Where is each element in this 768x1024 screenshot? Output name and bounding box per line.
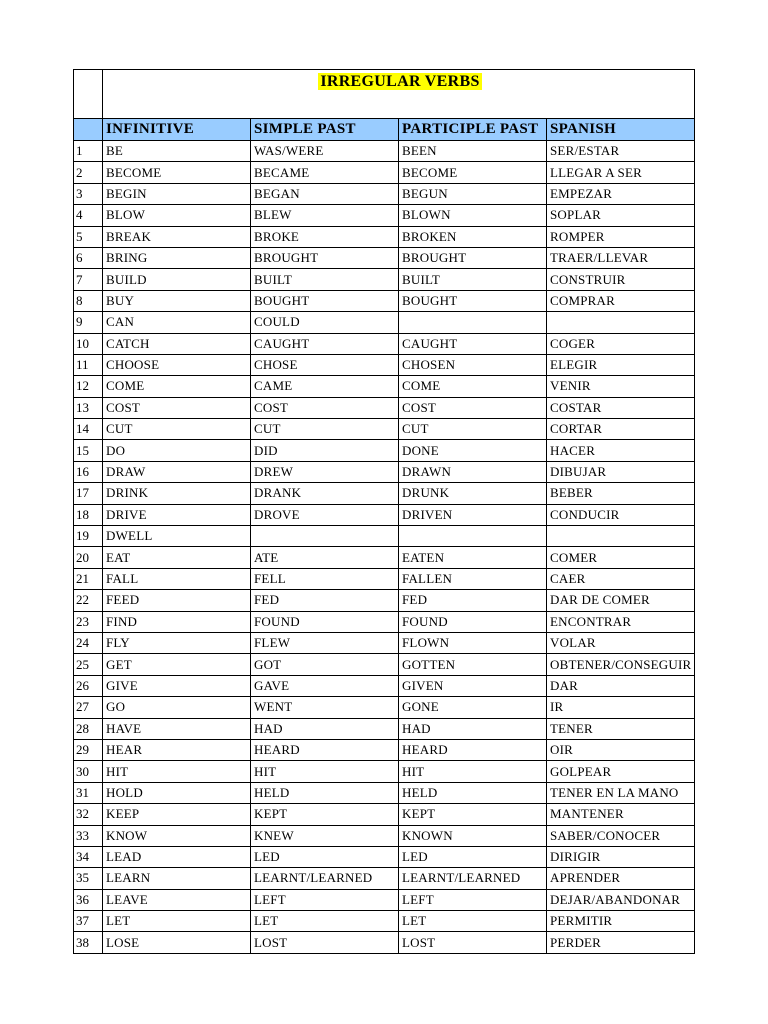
infinitive-cell: GIVE <box>103 675 251 696</box>
row-number: 35 <box>74 868 103 889</box>
row-number: 25 <box>74 654 103 675</box>
title-corner-cell <box>74 70 103 119</box>
infinitive-cell: BECOME <box>103 162 251 183</box>
infinitive-cell: BRING <box>103 247 251 268</box>
spanish-cell: CORTAR <box>547 419 695 440</box>
table-title: IRREGULAR VERBS <box>320 73 480 90</box>
simple-past-cell: WENT <box>251 697 399 718</box>
participle-past-cell: GIVEN <box>399 675 547 696</box>
spanish-cell: OIR <box>547 739 695 760</box>
simple-past-cell: BEGAN <box>251 183 399 204</box>
title-cell <box>103 70 695 119</box>
table-row <box>74 461 695 482</box>
row-number: 19 <box>74 526 103 547</box>
spanish-cell: APRENDER <box>547 868 695 889</box>
table-row <box>74 526 695 547</box>
participle-past-cell: BOUGHT <box>399 290 547 311</box>
infinitive-cell: FIND <box>103 611 251 632</box>
table-row <box>74 654 695 675</box>
table-row <box>74 440 695 461</box>
participle-past-cell: LEFT <box>399 889 547 910</box>
row-number: 28 <box>74 718 103 739</box>
simple-past-cell: LEARNT/LEARNED <box>251 868 399 889</box>
spanish-cell: CONSTRUIR <box>547 269 695 290</box>
infinitive-cell: GET <box>103 654 251 675</box>
table-row <box>74 697 695 718</box>
table-row <box>74 269 695 290</box>
spanish-cell <box>547 526 695 547</box>
infinitive-cell: KNOW <box>103 825 251 846</box>
participle-past-cell: BROUGHT <box>399 247 547 268</box>
spanish-cell: DEJAR/ABANDONAR <box>547 889 695 910</box>
table-row <box>74 611 695 632</box>
table-row <box>74 632 695 653</box>
participle-past-cell <box>399 312 547 333</box>
participle-past-cell: COME <box>399 376 547 397</box>
infinitive-cell: BREAK <box>103 226 251 247</box>
table-row <box>74 739 695 760</box>
infinitive-cell: DRINK <box>103 483 251 504</box>
table-row <box>74 483 695 504</box>
row-number: 36 <box>74 889 103 910</box>
spanish-cell: DIRIGIR <box>547 846 695 867</box>
infinitive-cell: FALL <box>103 568 251 589</box>
row-number: 5 <box>74 226 103 247</box>
spanish-cell: LLEGAR A SER <box>547 162 695 183</box>
spanish-cell: VENIR <box>547 376 695 397</box>
infinitive-cell: HIT <box>103 761 251 782</box>
simple-past-cell: DID <box>251 440 399 461</box>
spanish-cell: IR <box>547 697 695 718</box>
participle-past-cell: BLOWN <box>399 205 547 226</box>
simple-past-cell: CUT <box>251 419 399 440</box>
participle-past-cell: HAD <box>399 718 547 739</box>
infinitive-cell: LOSE <box>103 932 251 953</box>
row-number: 27 <box>74 697 103 718</box>
simple-past-cell: DRANK <box>251 483 399 504</box>
row-number: 9 <box>74 312 103 333</box>
spanish-cell: ROMPER <box>547 226 695 247</box>
irregular-verbs-table <box>73 69 695 954</box>
table-row <box>74 804 695 825</box>
simple-past-cell: COULD <box>251 312 399 333</box>
infinitive-cell: BE <box>103 141 251 162</box>
spanish-cell: VOLAR <box>547 632 695 653</box>
spanish-cell: PERDER <box>547 932 695 953</box>
simple-past-cell: BECAME <box>251 162 399 183</box>
header-participle-past: PARTICIPLE PAST <box>399 119 547 141</box>
row-number: 1 <box>74 141 103 162</box>
infinitive-cell: LEAVE <box>103 889 251 910</box>
table-row <box>74 376 695 397</box>
participle-past-cell: CUT <box>399 419 547 440</box>
participle-past-cell: LOST <box>399 932 547 953</box>
header-spanish: SPANISH <box>547 119 695 141</box>
simple-past-cell: FOUND <box>251 611 399 632</box>
table-row <box>74 911 695 932</box>
table-row <box>74 868 695 889</box>
header-number-cell <box>74 119 103 141</box>
row-number: 24 <box>74 632 103 653</box>
infinitive-cell: BUY <box>103 290 251 311</box>
row-number: 26 <box>74 675 103 696</box>
row-number: 31 <box>74 782 103 803</box>
spanish-cell: CONDUCIR <box>547 504 695 525</box>
participle-past-cell: GOTTEN <box>399 654 547 675</box>
simple-past-cell: DREW <box>251 461 399 482</box>
simple-past-cell: GAVE <box>251 675 399 696</box>
simple-past-cell: BROKE <box>251 226 399 247</box>
table-row <box>74 141 695 162</box>
spanish-cell: PERMITIR <box>547 911 695 932</box>
infinitive-cell: COST <box>103 397 251 418</box>
row-number: 8 <box>74 290 103 311</box>
table-row <box>74 354 695 375</box>
spanish-cell: COMPRAR <box>547 290 695 311</box>
simple-past-cell: BROUGHT <box>251 247 399 268</box>
spanish-cell: SER/ESTAR <box>547 141 695 162</box>
infinitive-cell: CHOOSE <box>103 354 251 375</box>
participle-past-cell: BUILT <box>399 269 547 290</box>
simple-past-cell: HELD <box>251 782 399 803</box>
simple-past-cell: LEFT <box>251 889 399 910</box>
infinitive-cell: DWELL <box>103 526 251 547</box>
title-row <box>74 70 695 119</box>
row-number: 2 <box>74 162 103 183</box>
participle-past-cell: GONE <box>399 697 547 718</box>
spanish-cell: TRAER/LLEVAR <box>547 247 695 268</box>
infinitive-cell: HAVE <box>103 718 251 739</box>
participle-past-cell: BEEN <box>399 141 547 162</box>
simple-past-cell: WAS/WERE <box>251 141 399 162</box>
table-row <box>74 590 695 611</box>
simple-past-cell: CAME <box>251 376 399 397</box>
participle-past-cell: BEGUN <box>399 183 547 204</box>
spanish-cell: BEBER <box>547 483 695 504</box>
header-infinitive: INFINITIVE <box>103 119 251 141</box>
simple-past-cell: FELL <box>251 568 399 589</box>
row-number: 3 <box>74 183 103 204</box>
infinitive-cell: HEAR <box>103 739 251 760</box>
participle-past-cell: DRUNK <box>399 483 547 504</box>
participle-past-cell: DRAWN <box>399 461 547 482</box>
table-row <box>74 761 695 782</box>
spanish-cell: HACER <box>547 440 695 461</box>
simple-past-cell: KEPT <box>251 804 399 825</box>
participle-past-cell <box>399 526 547 547</box>
simple-past-cell: BUILT <box>251 269 399 290</box>
row-number: 4 <box>74 205 103 226</box>
participle-past-cell: HEARD <box>399 739 547 760</box>
table-row <box>74 247 695 268</box>
row-number: 14 <box>74 419 103 440</box>
row-number: 15 <box>74 440 103 461</box>
table-row <box>74 782 695 803</box>
row-number: 13 <box>74 397 103 418</box>
row-number: 12 <box>74 376 103 397</box>
infinitive-cell: COME <box>103 376 251 397</box>
spanish-cell <box>547 312 695 333</box>
row-number: 33 <box>74 825 103 846</box>
infinitive-cell: FLY <box>103 632 251 653</box>
participle-past-cell: BROKEN <box>399 226 547 247</box>
participle-past-cell: BECOME <box>399 162 547 183</box>
row-number: 37 <box>74 911 103 932</box>
table-row <box>74 162 695 183</box>
row-number: 20 <box>74 547 103 568</box>
infinitive-cell: LEARN <box>103 868 251 889</box>
participle-past-cell: HELD <box>399 782 547 803</box>
simple-past-cell: HEARD <box>251 739 399 760</box>
participle-past-cell: DONE <box>399 440 547 461</box>
table-row <box>74 312 695 333</box>
table-row <box>74 568 695 589</box>
participle-past-cell: COST <box>399 397 547 418</box>
spanish-cell: COGER <box>547 333 695 354</box>
row-number: 16 <box>74 461 103 482</box>
row-number: 18 <box>74 504 103 525</box>
infinitive-cell: DRIVE <box>103 504 251 525</box>
infinitive-cell: DO <box>103 440 251 461</box>
spanish-cell: COSTAR <box>547 397 695 418</box>
row-number: 7 <box>74 269 103 290</box>
row-number: 22 <box>74 590 103 611</box>
participle-past-cell: FED <box>399 590 547 611</box>
header-simple-past: SIMPLE PAST <box>251 119 399 141</box>
participle-past-cell: CHOSEN <box>399 354 547 375</box>
row-number: 10 <box>74 333 103 354</box>
simple-past-cell: FED <box>251 590 399 611</box>
infinitive-cell: GO <box>103 697 251 718</box>
row-number: 29 <box>74 739 103 760</box>
spanish-cell: EMPEZAR <box>547 183 695 204</box>
table-row <box>74 889 695 910</box>
participle-past-cell: DRIVEN <box>399 504 547 525</box>
spanish-cell: GOLPEAR <box>547 761 695 782</box>
participle-past-cell: FALLEN <box>399 568 547 589</box>
row-number: 32 <box>74 804 103 825</box>
infinitive-cell: HOLD <box>103 782 251 803</box>
spanish-cell: CAER <box>547 568 695 589</box>
spanish-cell: ELEGIR <box>547 354 695 375</box>
simple-past-cell: ATE <box>251 547 399 568</box>
infinitive-cell: FEED <box>103 590 251 611</box>
participle-past-cell: LEARNT/LEARNED <box>399 868 547 889</box>
header-row <box>74 119 695 141</box>
simple-past-cell: CAUGHT <box>251 333 399 354</box>
table-row <box>74 846 695 867</box>
row-number: 34 <box>74 846 103 867</box>
table-row <box>74 675 695 696</box>
infinitive-cell: LEAD <box>103 846 251 867</box>
spanish-cell: SOPLAR <box>547 205 695 226</box>
infinitive-cell: BLOW <box>103 205 251 226</box>
spanish-cell: ENCONTRAR <box>547 611 695 632</box>
table-row <box>74 397 695 418</box>
table-row <box>74 547 695 568</box>
simple-past-cell: HIT <box>251 761 399 782</box>
simple-past-cell: BOUGHT <box>251 290 399 311</box>
simple-past-cell: LET <box>251 911 399 932</box>
participle-past-cell: EATEN <box>399 547 547 568</box>
infinitive-cell: KEEP <box>103 804 251 825</box>
spanish-cell: OBTENER/CONSEGUIR <box>547 654 695 675</box>
spanish-cell: DAR <box>547 675 695 696</box>
participle-past-cell: CAUGHT <box>399 333 547 354</box>
table-row <box>74 825 695 846</box>
participle-past-cell: FLOWN <box>399 632 547 653</box>
table-row <box>74 205 695 226</box>
table-row <box>74 504 695 525</box>
simple-past-cell: HAD <box>251 718 399 739</box>
participle-past-cell: LED <box>399 846 547 867</box>
simple-past-cell: FLEW <box>251 632 399 653</box>
spanish-cell: MANTENER <box>547 804 695 825</box>
simple-past-cell: CHOSE <box>251 354 399 375</box>
simple-past-cell <box>251 526 399 547</box>
table-row <box>74 333 695 354</box>
infinitive-cell: EAT <box>103 547 251 568</box>
row-number: 11 <box>74 354 103 375</box>
infinitive-cell: DRAW <box>103 461 251 482</box>
spanish-cell: COMER <box>547 547 695 568</box>
participle-past-cell: KEPT <box>399 804 547 825</box>
row-number: 38 <box>74 932 103 953</box>
row-number: 6 <box>74 247 103 268</box>
spanish-cell: TENER <box>547 718 695 739</box>
table-row <box>74 290 695 311</box>
participle-past-cell: LET <box>399 911 547 932</box>
row-number: 21 <box>74 568 103 589</box>
infinitive-cell: BUILD <box>103 269 251 290</box>
infinitive-cell: CAN <box>103 312 251 333</box>
participle-past-cell: FOUND <box>399 611 547 632</box>
spanish-cell: DIBUJAR <box>547 461 695 482</box>
infinitive-cell: CATCH <box>103 333 251 354</box>
simple-past-cell: GOT <box>251 654 399 675</box>
spanish-cell: SABER/CONOCER <box>547 825 695 846</box>
infinitive-cell: CUT <box>103 419 251 440</box>
simple-past-cell: KNEW <box>251 825 399 846</box>
table-row <box>74 226 695 247</box>
table-row <box>74 718 695 739</box>
row-number: 17 <box>74 483 103 504</box>
infinitive-cell: LET <box>103 911 251 932</box>
simple-past-cell: LOST <box>251 932 399 953</box>
simple-past-cell: DROVE <box>251 504 399 525</box>
participle-past-cell: HIT <box>399 761 547 782</box>
row-number: 30 <box>74 761 103 782</box>
table-row <box>74 183 695 204</box>
spanish-cell: DAR DE COMER <box>547 590 695 611</box>
simple-past-cell: COST <box>251 397 399 418</box>
table-row <box>74 419 695 440</box>
spanish-cell: TENER EN LA MANO <box>547 782 695 803</box>
table-row <box>74 932 695 953</box>
participle-past-cell: KNOWN <box>399 825 547 846</box>
simple-past-cell: LED <box>251 846 399 867</box>
row-number: 23 <box>74 611 103 632</box>
infinitive-cell: BEGIN <box>103 183 251 204</box>
simple-past-cell: BLEW <box>251 205 399 226</box>
